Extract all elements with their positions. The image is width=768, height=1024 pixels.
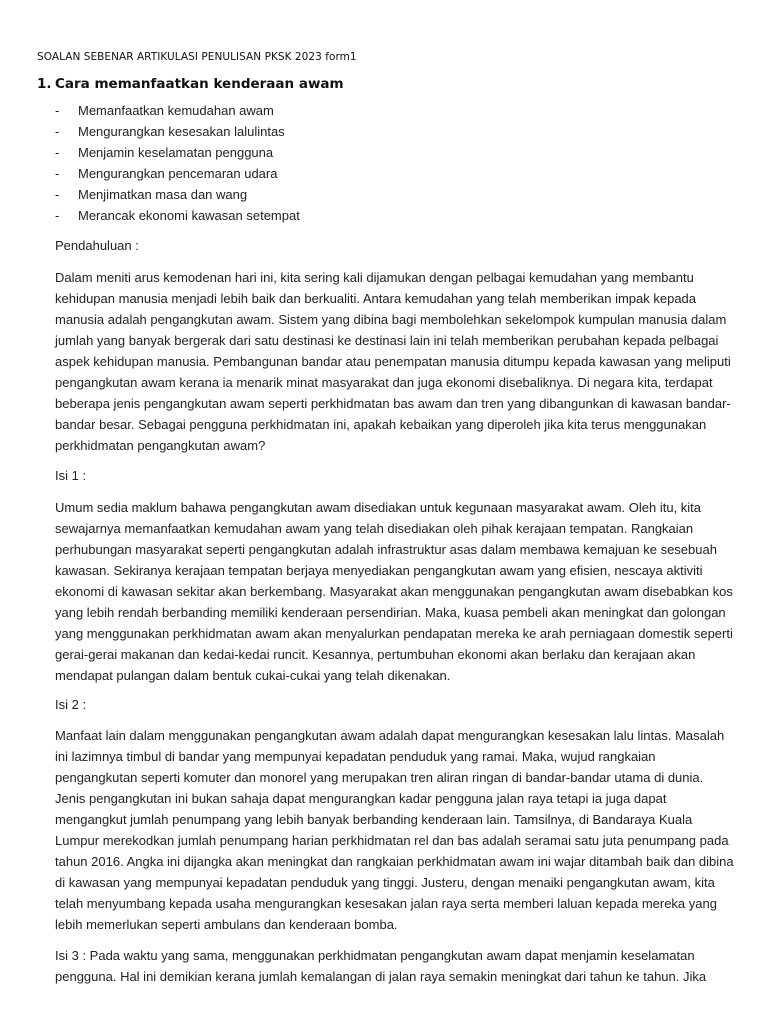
- paragraph-line: Isi 3 : Pada waktu yang sama, menggunakan perkhidmatan pengangkutan awam dapat menjamin keselamatan: [55, 948, 695, 963]
- list-item: - Mengurangkan kesesakan lalulintas: [55, 122, 300, 143]
- list-item: - Mengurangkan pencemaran udara: [55, 164, 300, 185]
- intro-label: Pendahuluan :: [55, 238, 139, 253]
- intro-paragraph: [55, 267, 731, 456]
- isi1-label: Isi 1 :: [55, 468, 87, 483]
- paragraph-line: pengguna. Hal ini demikian kerana jumlah kemalangan di jalan raya semakin meningkat dari tahun ke tahun. Jika: [55, 969, 707, 984]
- bullet-marker: -: [55, 103, 60, 118]
- paragraph-line: Manfaat lain dalam menggunakan pengangkutan awam adalah dapat mengurangkan kesesakan lalu lintas. Masalah: [55, 728, 725, 743]
- paragraph-line: gerai-gerai makanan dan kedai-kedai runcit. Kesannya, pertumbuhan ekonomi akan berlaku dan kerajaan akan: [55, 647, 696, 662]
- paragraph-line: Dalam meniti arus kemodenan hari ini, kita sering kali dijamukan dengan pelbagai kemudahan yang membantu: [55, 270, 694, 285]
- paragraph-line: bandar besar. Sebagai pengguna perkhidmatan ini, apakah kebaikan yang diperoleh jika kita terus menggunakan: [55, 417, 707, 432]
- bullet-marker: -: [55, 187, 60, 202]
- question-heading: [37, 76, 344, 92]
- paragraph-line: ekonomi di kawasan sekitar akan berkembang. Masyarakat akan menggunakan pengangkutan awam disebabkan kos: [55, 584, 733, 599]
- paragraph-line: tahun 2016. Angka ini dijangka akan meningkat dan rangkaian perkhidmatan awam ini wajar ditambah baik dan dibina: [55, 854, 734, 869]
- isi1-paragraph: [55, 497, 731, 686]
- paragraph-line: lebih memerlukan seperti ambulans dan kenderaan bomba.: [55, 917, 398, 932]
- isi3-paragraph: [55, 945, 731, 987]
- isi2-label: Isi 2 :: [55, 697, 87, 712]
- paragraph-line: Lumpur merekodkan jumlah penumpang harian perkhidmatan rel dan bas adalah seramai satu juta penumpang pada: [55, 833, 729, 848]
- paragraph-line: Jenis pengangkutan ini bukan sahaja dapat mengurangkan kadar pengguna jalan raya tetapi ia juga dapat: [55, 791, 667, 806]
- point-list: [55, 101, 300, 227]
- list-item: - Menjamin keselamatan pengguna: [55, 143, 300, 164]
- paragraph-line: jumlah yang banyak bergerak dari satu destinasi ke destinasi lain ini telah memberikan perubahan kepada pelbagai: [55, 333, 719, 348]
- bullet-marker: -: [55, 208, 60, 223]
- paragraph-line: perkhidmatan pengangkutan awam?: [55, 438, 266, 453]
- question-title: Cara memanfaatkan kenderaan awam: [55, 76, 344, 92]
- bullet-marker: -: [55, 124, 60, 139]
- paragraph-line: sewajarnya memanfaatkan kemudahan awam yang telah disediakan oleh pihak kerajaan tempatan. Rangkaian: [55, 521, 694, 536]
- list-item: - Memanfaatkan kemudahan awam: [55, 101, 300, 122]
- paragraph-line: yang menggunakan perkhidmatan awam akan menyalurkan pendapatan mereka ke arah perniagaan domestik seperti: [55, 626, 733, 641]
- paragraph-line: telah menyumbang kepada usaha mengurangkan kesesakan jalan raya serta memberi laluan kepada mereka yang: [55, 896, 717, 911]
- bullet-marker: -: [55, 145, 60, 160]
- bullet-marker: -: [55, 166, 60, 181]
- isi2-paragraph: [55, 725, 734, 935]
- paragraph-line: pengangkutan awam kerana ia menarik minat masyarakat dan juga ekonomi disebaliknya. Di negara kita, terdapat: [55, 375, 713, 390]
- document-header: SOALAN SEBENAR ARTIKULASI PENULISAN PKSK 2023 form1: [37, 51, 357, 63]
- paragraph-line: kehidupan manusia menjadi lebih baik dan berkualiti. Antara kemudahan yang telah memberikan impak kepada: [55, 291, 697, 306]
- paragraph-line: yang lebih rendah berbanding memiliki kenderaan persendirian. Maka, kuasa pembeli akan meningkat dan golongan: [55, 605, 726, 620]
- paragraph-line: ini lazimnya timbul di bandar yang mempunyai kepadatan penduduk yang ramai. Maka, wujud rangkaian: [55, 749, 656, 764]
- paragraph-line: di kawasan yang mempunyai kepadatan penduduk yang tinggi. Justeru, dengan menaiki pengangkutan awam, kita: [55, 875, 715, 890]
- list-item: - Menjimatkan masa dan wang: [55, 185, 300, 206]
- paragraph-line: manusia adalah pengangkutan awam. Sistem yang dibina bagi membolehkan sekelompok kumpulan manusia dalam: [55, 312, 727, 327]
- paragraph-line: aspek kehidupan manusia. Pembangunan bandar atau penempatan manusia ditumpu kepada kawasan yang meliputi: [55, 354, 731, 369]
- paragraph-line: beberapa jenis pengangkutan awam seperti perkhidmatan bas awam dan tren yang dibangunkan di kawasan bandar-: [55, 396, 731, 411]
- list-item: - Merancak ekonomi kawasan setempat: [55, 206, 300, 227]
- paragraph-line: Umum sedia maklum bahawa pengangkutan awam disediakan untuk kegunaan masyarakat awam. Oleh itu, kita: [55, 500, 702, 515]
- paragraph-line: mengangkut jumlah penumpang yang lebih banyak berbanding kenderaan lain. Tamsilnya, di Bandaraya Kuala: [55, 812, 693, 827]
- paragraph-line: kawasan. Sekiranya kerajaan tempatan berjaya menyediakan pengangkutan awam yang efisien, nescaya aktiviti: [55, 563, 703, 578]
- paragraph-line: pengangkutan seperti komuter dan monorel yang merupakan tren aliran ringan di bandar-bandar utama di dunia.: [55, 770, 704, 785]
- question-number: 1.: [37, 76, 52, 92]
- paragraph-line: perhubungan masyarakat seperti pengangkutan adalah infrastruktur asas dalam membawa kemajuan ke sesebuah: [55, 542, 717, 557]
- paragraph-line: mendapat pulangan dalam bentuk cukai-cukai yang telah dikenakan.: [55, 668, 451, 683]
